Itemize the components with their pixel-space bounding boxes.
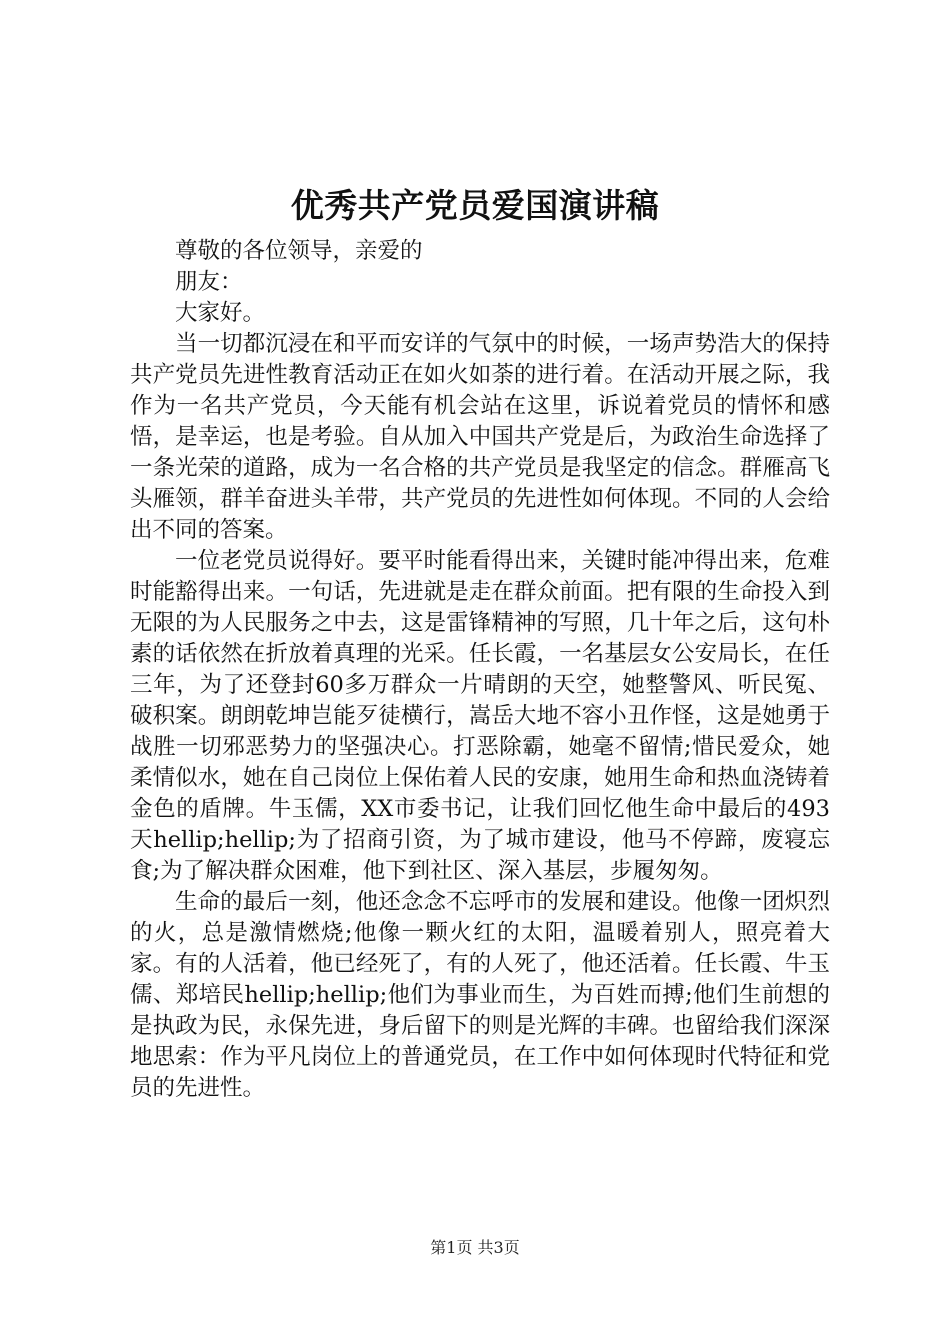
greeting-line: 大家好。 — [175, 300, 266, 326]
greeting-line: 尊敬的各位领导，亲爱的 — [175, 238, 423, 264]
page-number-footer: 第1页 共3页 — [430, 1238, 520, 1257]
body-paragraph: 当一切都沉浸在和平而安详的气氛中的时候，一场声势浩大的保持共产党员先进性教育活动正在如火如荼的进行着。在活动开展之际，我作为一名共产党员，今天能有机会站在这里，诉说着党员的情怀和感悟，是幸运，也是考验。自从加入中国共产党是后，为政治生命选择了一条光荣的道路，成为一名合格的共产党员是我坚定的信念。群雁高飞头雁领，群羊奋进头羊带，共产党员的先进性如何体现。不同的人会给出不同的答案。 — [130, 331, 830, 543]
document-body — [130, 236, 830, 1104]
body-paragraph: 一位老党员说得好。要平时能看得出来，关键时能冲得出来，危难时能豁得出来。一句话，先进就是走在群众前面。把有限的生命投入到无限的为人民服务之中去，这是雷锋精神的写照，几十年之后，这句朴素的话依然在折放着真理的光采。任长霞，一名基层女公安局长，在任三年，为了还登封60多万群众一片晴朗的天空，她整警风、听民冤、破积案。朗朗乾坤岂能歹徒横行，嵩岳大地不容小丑作怪，这是她勇于战胜一切邪恶势力的坚强决心。打恶除霸，她毫不留情;惜民爱众，她柔情似水，她在自己岗位上保佑着人民的安康，她用生命和热血浇铸着金色的盾牌。牛玉儒，XX市委书记，让我们回忆他生命中最后的493天hellip;hellip;为了招商引资，为了城市建设，他马不停蹄，废寝忘食;为了解决群众困难，他下到社区、深入基层，步履匆匆。 — [130, 548, 830, 884]
document-title: 优秀共产党员爱国演讲稿 — [290, 186, 660, 225]
body-paragraph: 生命的最后一刻，他还念念不忘呼市的发展和建设。他像一团炽烈的火，总是激情燃烧;他像一颗火红的太阳，温暖着别人，照亮着大家。有的人活着，他已经死了，有的人死了，他还活着。任长霞、牛玉儒、郑培民hellip;hellip;他们为事业而生，为百姓而搏;他们生前想的是执政为民，永保先进，身后留下的则是光辉的丰碑。也留给我们深深地思索：作为平凡岗位上的普通党员，在工作中如何体现时代特征和党员的先进性。 — [130, 889, 830, 1101]
greeting-line: 朋友： — [175, 269, 243, 295]
